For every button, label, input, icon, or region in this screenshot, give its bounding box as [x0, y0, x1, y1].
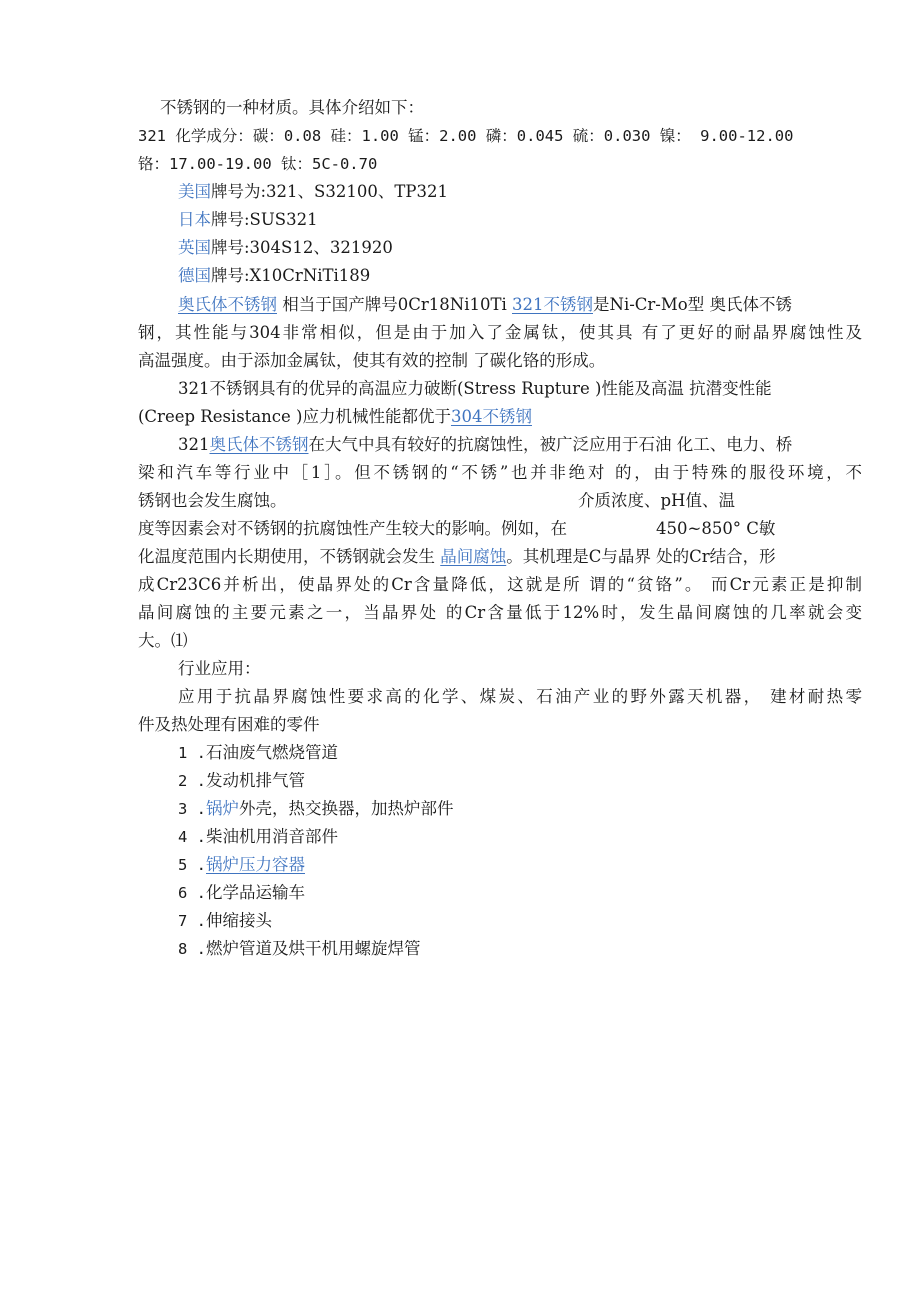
para2-line-2: [138, 406, 532, 428]
para1-line-3: 高温强度。由于添加金属钛，使其有效的控制 了碳化铬的形成。: [138, 351, 606, 370]
grade-usa: [178, 181, 448, 203]
austenitic-stainless-link-2[interactable]: 奥氏体不锈钢: [209, 435, 309, 454]
list-item: [178, 882, 305, 904]
para1-text-a: 相当于国产牌号0Cr18Ni10Ti: [277, 295, 512, 314]
list-number: 3 .: [178, 800, 206, 818]
list-number: 8 .: [178, 940, 206, 958]
list-item: [178, 770, 305, 792]
grade-germany: [178, 265, 370, 287]
boiler-pressure-vessel-link[interactable]: 锅炉压力容器: [206, 855, 305, 874]
para3-line-3b: 介质浓度、pH值、温: [578, 491, 735, 510]
list-number: 5 .: [178, 856, 206, 874]
industry-desc-1: 应用于抗晶界腐蚀性要求高的化学、煤炭、石油产业的野外露天机器， 建材耐热零: [178, 687, 862, 706]
country-link-japan[interactable]: 日本: [178, 210, 211, 229]
para1-line-1: [178, 294, 792, 316]
list-text: 柴油机用消音部件: [206, 827, 338, 846]
austenitic-stainless-link[interactable]: 奥氏体不锈钢: [178, 295, 277, 314]
composition-line-2: 铬：17.00-19.00 钛：5C-0.70: [138, 155, 378, 173]
list-item: [178, 938, 421, 960]
list-text: 发动机排气管: [206, 771, 305, 790]
para3-line-2: 梁和汽车等行业中［1］。但不锈钢的“不锈”也并非绝对 的，由于特殊的服役环境，不: [138, 463, 862, 482]
list-text: 化学品运输车: [206, 883, 305, 902]
list-item: [178, 798, 454, 820]
boiler-link[interactable]: 锅炉: [206, 799, 239, 818]
grade-text-uk: 牌号:304S12、321920: [211, 238, 393, 257]
para3-line-3a: 锈钢也会发生腐蚀。: [138, 491, 287, 510]
list-number: 7 .: [178, 912, 206, 930]
para3-prefix: 321: [178, 435, 210, 454]
grade-text-usa: 牌号为:321、S32100、TP321: [211, 182, 448, 201]
intro-line: 不锈钢的一种材质。具体介绍如下：: [160, 98, 424, 117]
country-link-germany[interactable]: 德国: [178, 266, 211, 285]
industry-desc-2: 件及热处理有困难的零件: [138, 715, 320, 734]
list-number: 2 .: [178, 772, 206, 790]
list-text: 燃炉管道及烘干机用螺旋焊管: [206, 939, 421, 958]
industry-heading: 行业应用：: [178, 659, 261, 678]
list-item: [178, 742, 338, 764]
list-text: 石油废气燃烧管道: [206, 743, 338, 762]
list-text: 伸缩接头: [206, 911, 272, 930]
para3-text-b: 化温度范围内长期使用，不锈钢就会发生: [138, 547, 441, 566]
country-link-uk[interactable]: 英国: [178, 238, 211, 257]
para2-line-1: 321不锈钢具有的优异的高温应力破断(Stress Rupture )性能及高温 抗潜变性能: [178, 379, 772, 398]
grade-text-japan: 牌号:SUS321: [211, 210, 318, 229]
composition-line-1: 321 化学成分：碳：0.08 硅：1.00 锰：2.00 磷：0.045 硫：0.030 镍： 9.00-12.00: [138, 127, 794, 145]
grade-text-germany: 牌号:X10CrNiTi189: [211, 266, 371, 285]
country-link-usa[interactable]: 美国: [178, 182, 211, 201]
list-number: 6 .: [178, 884, 206, 902]
para3-line-1: [178, 434, 792, 456]
list-item: [178, 854, 305, 876]
para1-text-b: 是Ni-Cr-Mo型 奥氏体不锈: [593, 295, 792, 314]
para1-line-2: 钢，其性能与304非常相似，但是由于加入了金属钛，使其具 有了更好的耐晶界腐蚀性及: [138, 323, 862, 342]
para3-line-7: 晶间腐蚀的主要元素之一，当晶界处 的Cr含量低于12%时，发生晶间腐蚀的几率就会变: [138, 603, 862, 622]
stainless-321-link[interactable]: 321不锈钢: [512, 295, 593, 314]
para3-line-8: 大。⑴: [138, 631, 188, 650]
para3-text-c: 。其机理是C与晶界 处的Cr结合，形: [506, 547, 776, 566]
para3-line-5: [138, 546, 776, 568]
stainless-304-link[interactable]: 304不锈钢: [450, 407, 532, 426]
intergranular-corrosion-link[interactable]: 晶间腐蚀: [440, 547, 507, 566]
list-number: 1 .: [178, 744, 206, 762]
list-item: [178, 910, 272, 932]
para3-line-4a: 度等因素会对不锈钢的抗腐蚀性产生较大的影响。例如，在: [138, 519, 567, 538]
list-number: 4 .: [178, 828, 206, 846]
grade-japan: [178, 209, 318, 231]
para2-text: (Creep Resistance )应力机械性能都优于: [138, 407, 451, 426]
list-text: 外壳，热交换器，加热炉部件: [239, 799, 454, 818]
para3-text-a: 在大气中具有较好的抗腐蚀性，被广泛应用于石油 化工、电力、桥: [308, 435, 793, 454]
para3-line-4b: 450~850° C敏: [656, 519, 776, 538]
grade-uk: [178, 237, 393, 259]
list-item: [178, 826, 338, 848]
para3-line-6: 成Cr23C6并析出，使晶界处的Cr含量降低，这就是所 谓的“贫铬”。 而Cr元素正是抑制: [138, 575, 862, 594]
